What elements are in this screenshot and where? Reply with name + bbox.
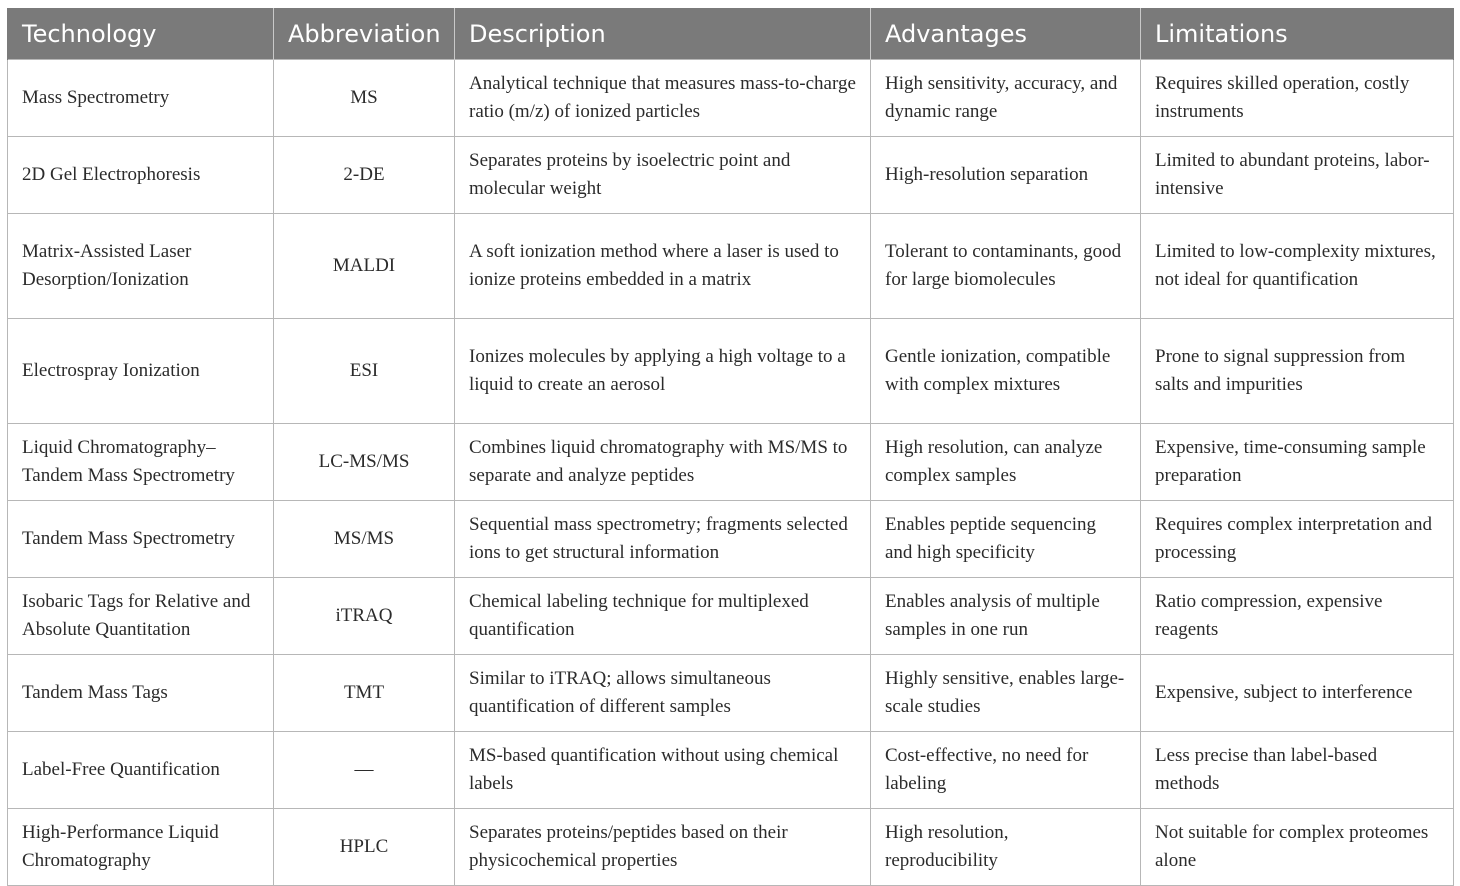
cell-limitations: Limited to abundant proteins, labor-intensive <box>1141 137 1454 214</box>
table-row <box>8 655 1454 732</box>
table-row <box>8 424 1454 501</box>
cell-advantages: High resolution, can analyze complex samples <box>871 424 1141 501</box>
cell-limitations: Ratio compression, expensive reagents <box>1141 578 1454 655</box>
cell-technology: Liquid Chromatography–Tandem Mass Spectrometry <box>8 424 274 501</box>
cell-limitations: Expensive, time-consuming sample preparation <box>1141 424 1454 501</box>
header-row <box>8 8 1454 60</box>
cell-technology: High-Performance Liquid Chromatography <box>8 809 274 886</box>
cell-abbreviation: 2-DE <box>274 137 455 214</box>
cell-abbreviation: TMT <box>274 655 455 732</box>
table-row <box>8 214 1454 319</box>
cell-advantages: Enables analysis of multiple samples in one run <box>871 578 1141 655</box>
cell-description: Chemical labeling technique for multiplexed quantification <box>455 578 871 655</box>
table-row <box>8 137 1454 214</box>
cell-description: Ionizes molecules by applying a high voltage to a liquid to create an aerosol <box>455 319 871 424</box>
cell-technology: Tandem Mass Tags <box>8 655 274 732</box>
cell-technology: Label-Free Quantification <box>8 732 274 809</box>
header-limitations: Limitations <box>1141 8 1454 60</box>
cell-advantages: Cost-effective, no need for labeling <box>871 732 1141 809</box>
table-header <box>8 8 1454 60</box>
cell-technology: 2D Gel Electrophoresis <box>8 137 274 214</box>
cell-limitations: Less precise than label-based methods <box>1141 732 1454 809</box>
header-advantages: Advantages <box>871 8 1141 60</box>
cell-technology: Isobaric Tags for Relative and Absolute Quantitation <box>8 578 274 655</box>
table-row <box>8 60 1454 137</box>
cell-advantages: Tolerant to contaminants, good for large biomolecules <box>871 214 1141 319</box>
cell-description: Analytical technique that measures mass-to-charge ratio (m/z) of ionized particles <box>455 60 871 137</box>
cell-description: Combines liquid chromatography with MS/MS to separate and analyze peptides <box>455 424 871 501</box>
cell-description: MS-based quantification without using chemical labels <box>455 732 871 809</box>
cell-advantages: High sensitivity, accuracy, and dynamic range <box>871 60 1141 137</box>
cell-abbreviation: HPLC <box>274 809 455 886</box>
cell-advantages: Gentle ionization, compatible with complex mixtures <box>871 319 1141 424</box>
technology-comparison-table-container <box>7 8 1453 886</box>
cell-technology: Electrospray Ionization <box>8 319 274 424</box>
cell-description: A soft ionization method where a laser is used to ionize proteins embedded in a matrix <box>455 214 871 319</box>
cell-description: Similar to iTRAQ; allows simultaneous quantification of different samples <box>455 655 871 732</box>
table-row <box>8 732 1454 809</box>
cell-abbreviation: iTRAQ <box>274 578 455 655</box>
cell-abbreviation: MS <box>274 60 455 137</box>
cell-abbreviation: — <box>274 732 455 809</box>
cell-technology: Matrix-Assisted Laser Desorption/Ionization <box>8 214 274 319</box>
header-abbreviation: Abbreviation <box>274 8 455 60</box>
cell-abbreviation: ESI <box>274 319 455 424</box>
table-row <box>8 578 1454 655</box>
cell-limitations: Expensive, subject to interference <box>1141 655 1454 732</box>
cell-limitations: Prone to signal suppression from salts and impurities <box>1141 319 1454 424</box>
header-technology: Technology <box>8 8 274 60</box>
cell-advantages: Enables peptide sequencing and high specificity <box>871 501 1141 578</box>
table-row <box>8 319 1454 424</box>
cell-abbreviation: MALDI <box>274 214 455 319</box>
table-row <box>8 501 1454 578</box>
cell-advantages: High-resolution separation <box>871 137 1141 214</box>
cell-limitations: Limited to low-complexity mixtures, not ideal for quantification <box>1141 214 1454 319</box>
cell-advantages: High resolution, reproducibility <box>871 809 1141 886</box>
cell-limitations: Not suitable for complex proteomes alone <box>1141 809 1454 886</box>
cell-description: Sequential mass spectrometry; fragments selected ions to get structural information <box>455 501 871 578</box>
cell-technology: Mass Spectrometry <box>8 60 274 137</box>
technology-comparison-table <box>7 8 1454 886</box>
cell-limitations: Requires skilled operation, costly instruments <box>1141 60 1454 137</box>
header-description: Description <box>455 8 871 60</box>
cell-limitations: Requires complex interpretation and processing <box>1141 501 1454 578</box>
cell-description: Separates proteins/peptides based on their physicochemical properties <box>455 809 871 886</box>
table-body <box>8 60 1454 886</box>
cell-abbreviation: LC-MS/MS <box>274 424 455 501</box>
table-row <box>8 809 1454 886</box>
cell-abbreviation: MS/MS <box>274 501 455 578</box>
cell-technology: Tandem Mass Spectrometry <box>8 501 274 578</box>
cell-description: Separates proteins by isoelectric point and molecular weight <box>455 137 871 214</box>
cell-advantages: Highly sensitive, enables large-scale studies <box>871 655 1141 732</box>
